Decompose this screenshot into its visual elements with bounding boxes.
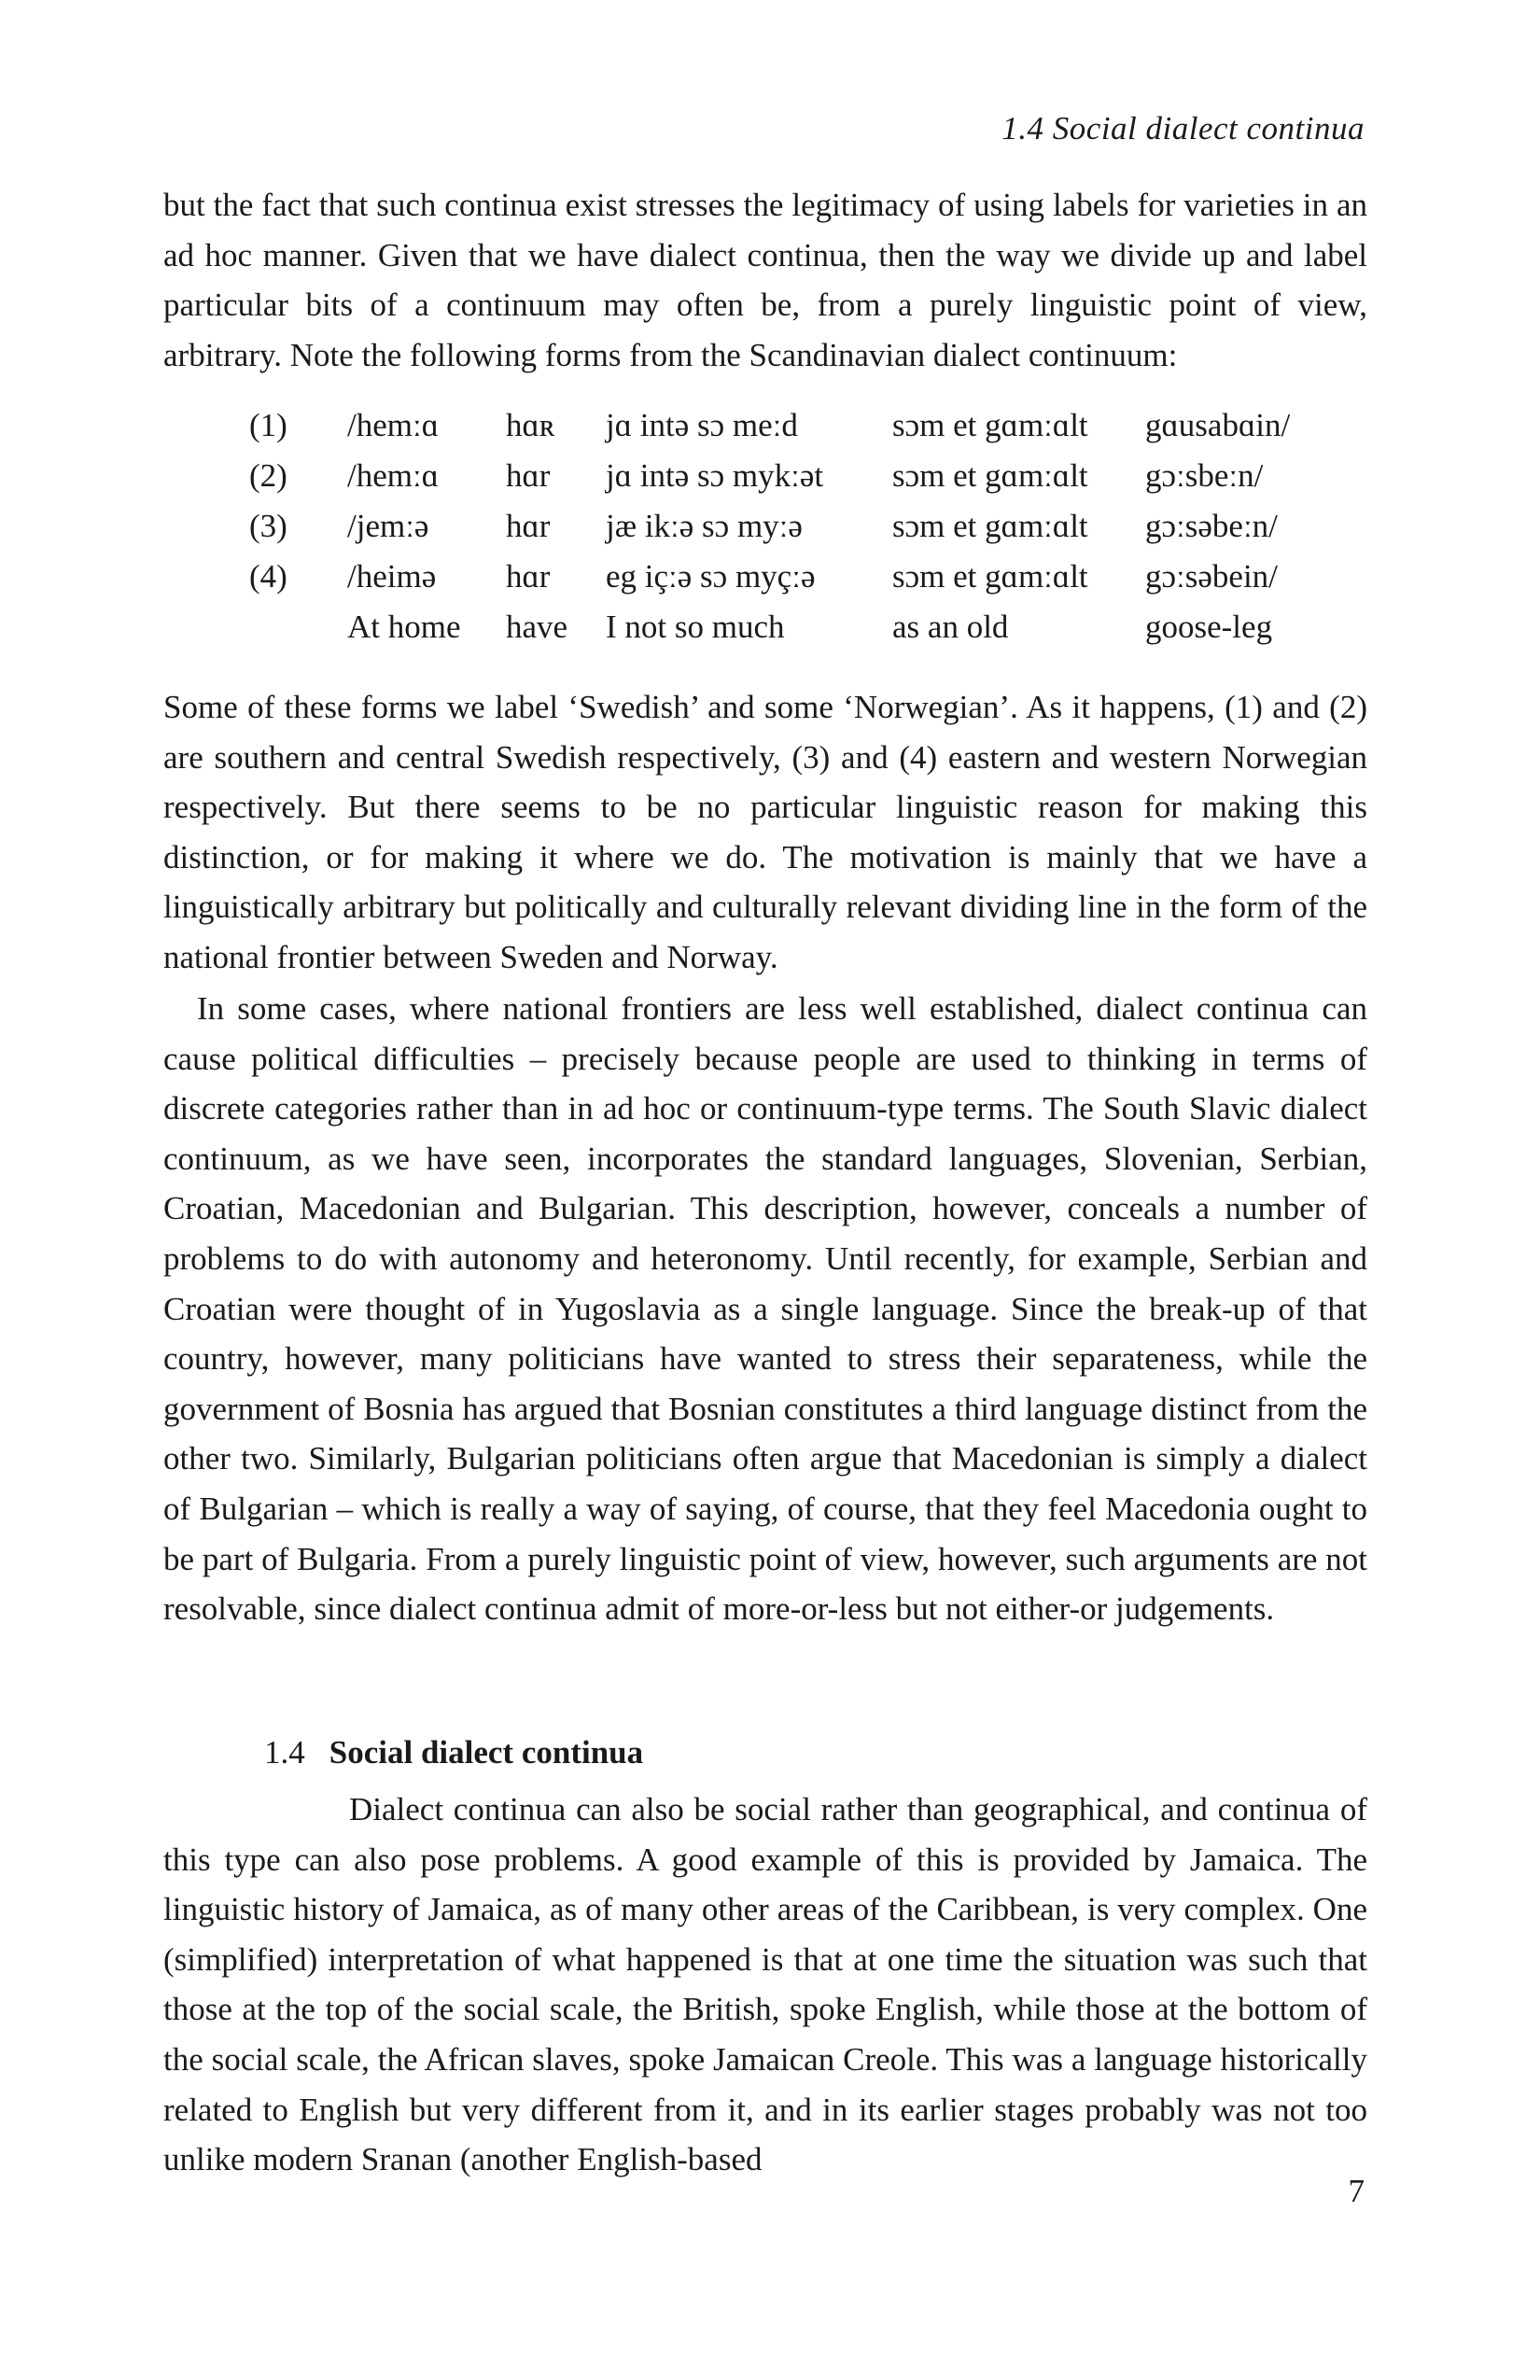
form-at-home: /heimə — [347, 558, 437, 595]
example-number: (2) — [249, 457, 287, 494]
gloss-at-home: At home — [347, 609, 461, 645]
section-title: Social dialect continua — [329, 1734, 644, 1771]
form-have: hɑr — [506, 558, 551, 595]
gloss-goose-leg: goose-leg — [1145, 609, 1273, 645]
form-have: hɑʀ — [506, 407, 555, 443]
paragraph-3-text: In some cases, where national frontiers are less well established, dialect continua can cause political difficulties – precisely because people are used to thinking in terms of discrete categories rather than in ad hoc or continuum-type terms. The South Slavic dialect continuum, as we have seen, incorporates the standard languages, Slovenian, Serbian, Croatian, Macedonian and Bulgarian. This description, however, conceals a number of problems to do with autonomy and heteronomy. Until recently, for example, Serbian and Croatian were thought of in Yugoslavia as a single language. Since the break-up of that country, however, many politicians have wanted to stress their separateness, while the government of Bosnia has argued that Bosnian constitutes a third language distinct from the other two. Similarly, Bulgarian politicians often argue that Macedonian is simply a dialect of Bulgarian – which is really a way of saying, of course, that they feel Macedonia ought to be part of Bulgaria. From a purely linguistic point of view, however, such arguments are not resolvable, since dialect continua admit of more-or-less but not either-or judgements. — [163, 990, 1367, 1628]
paragraph-3 — [163, 984, 1367, 1634]
form-goose-leg: gɔːsbeːn/ — [1145, 457, 1264, 494]
paragraph-4 — [163, 1785, 1367, 2185]
page-number: 7 — [1348, 2173, 1365, 2209]
form-goose-leg: gɔːsəbeːn/ — [1145, 508, 1278, 544]
example-number: (4) — [249, 558, 287, 595]
form-goose-leg: gɔːsəbein/ — [1145, 558, 1278, 595]
example-row-1 — [163, 407, 1367, 457]
form-not-so-much: jɑ intə sɔ mykːət — [606, 457, 824, 494]
section-heading — [264, 1734, 643, 1771]
example-row-2 — [163, 457, 1367, 508]
example-row-4 — [163, 558, 1367, 609]
paragraph-1-text: but the fact that such continua exist stresses the legitimacy of using labels for varieties in an ad hoc manner. Given that we have dialect continua, then the way we divide up and label particular bits of a continuum may often be, from a purely linguistic point of view, arbitrary. Note the following forms from the Scandinavian dialect continuum: — [163, 187, 1367, 373]
form-at-home: /jemːə — [347, 508, 429, 544]
form-as-an-old: sɔm et gɑmːɑlt — [892, 407, 1088, 443]
form-not-so-much: jæ ikːə sɔ myːə — [606, 508, 803, 544]
paragraph-2-text: Some of these forms we label ‘Swedish’ and some ‘Norwegian’. As it happens, (1) and (2) are southern and central Swedish respectively, (3) and (4) eastern and western Norwegian respectively. But there seems to be no particular linguistic reason for making this distinction, or for making it where we do. The motivation is mainly that we have a linguistically arbitrary but politically and culturally relevant dividing line in the form of the national frontier between Sweden and Norway. — [163, 689, 1367, 975]
gloss-have: have — [506, 609, 568, 645]
example-number: (1) — [249, 407, 287, 443]
paragraph-1 — [163, 180, 1367, 380]
example-row-3 — [163, 508, 1367, 558]
running-head: 1.4 Social dialect continua — [1001, 110, 1365, 147]
example-table — [163, 407, 1367, 659]
form-as-an-old: sɔm et gɑmːɑlt — [892, 508, 1088, 544]
paragraph-4-text: Dialect continua can also be social rather than geographical, and continua of this type can also pose problems. A good example of this is provided by Jamaica. The linguistic history of Jamaica, as of many other areas of the Caribbean, is very complex. One (simplified) interpretation of what happened is that at one time the situation was such that those at the top of the social scale, the British, spoke English, while those at the bottom of the social scale, the African slaves, spoke Jamaican Creole. This was a language historically related to English but very different from it, and in its earlier stages probably was not too unlike modern Sranan (another English-based — [163, 1791, 1367, 2178]
form-at-home: /hemːɑ — [347, 457, 440, 494]
example-number: (3) — [249, 508, 287, 544]
form-not-so-much: eg içːə sɔ myçːə — [606, 558, 816, 595]
form-goose-leg: gɑusabɑin/ — [1145, 407, 1291, 443]
example-gloss-row — [163, 609, 1367, 659]
form-at-home: /hemːɑ — [347, 407, 440, 443]
gloss-as-an-old: as an old — [892, 609, 1009, 645]
form-as-an-old: sɔm et gɑmːɑlt — [892, 558, 1088, 595]
form-as-an-old: sɔm et gɑmːɑlt — [892, 457, 1088, 494]
form-not-so-much: jɑ intə sɔ meːd — [606, 407, 798, 443]
section-number: 1.4 — [264, 1734, 305, 1771]
form-have: hɑr — [506, 457, 551, 494]
paragraph-2 — [163, 682, 1367, 983]
gloss-not-so-much: I not so much — [606, 609, 785, 645]
form-have: hɑr — [506, 508, 551, 544]
